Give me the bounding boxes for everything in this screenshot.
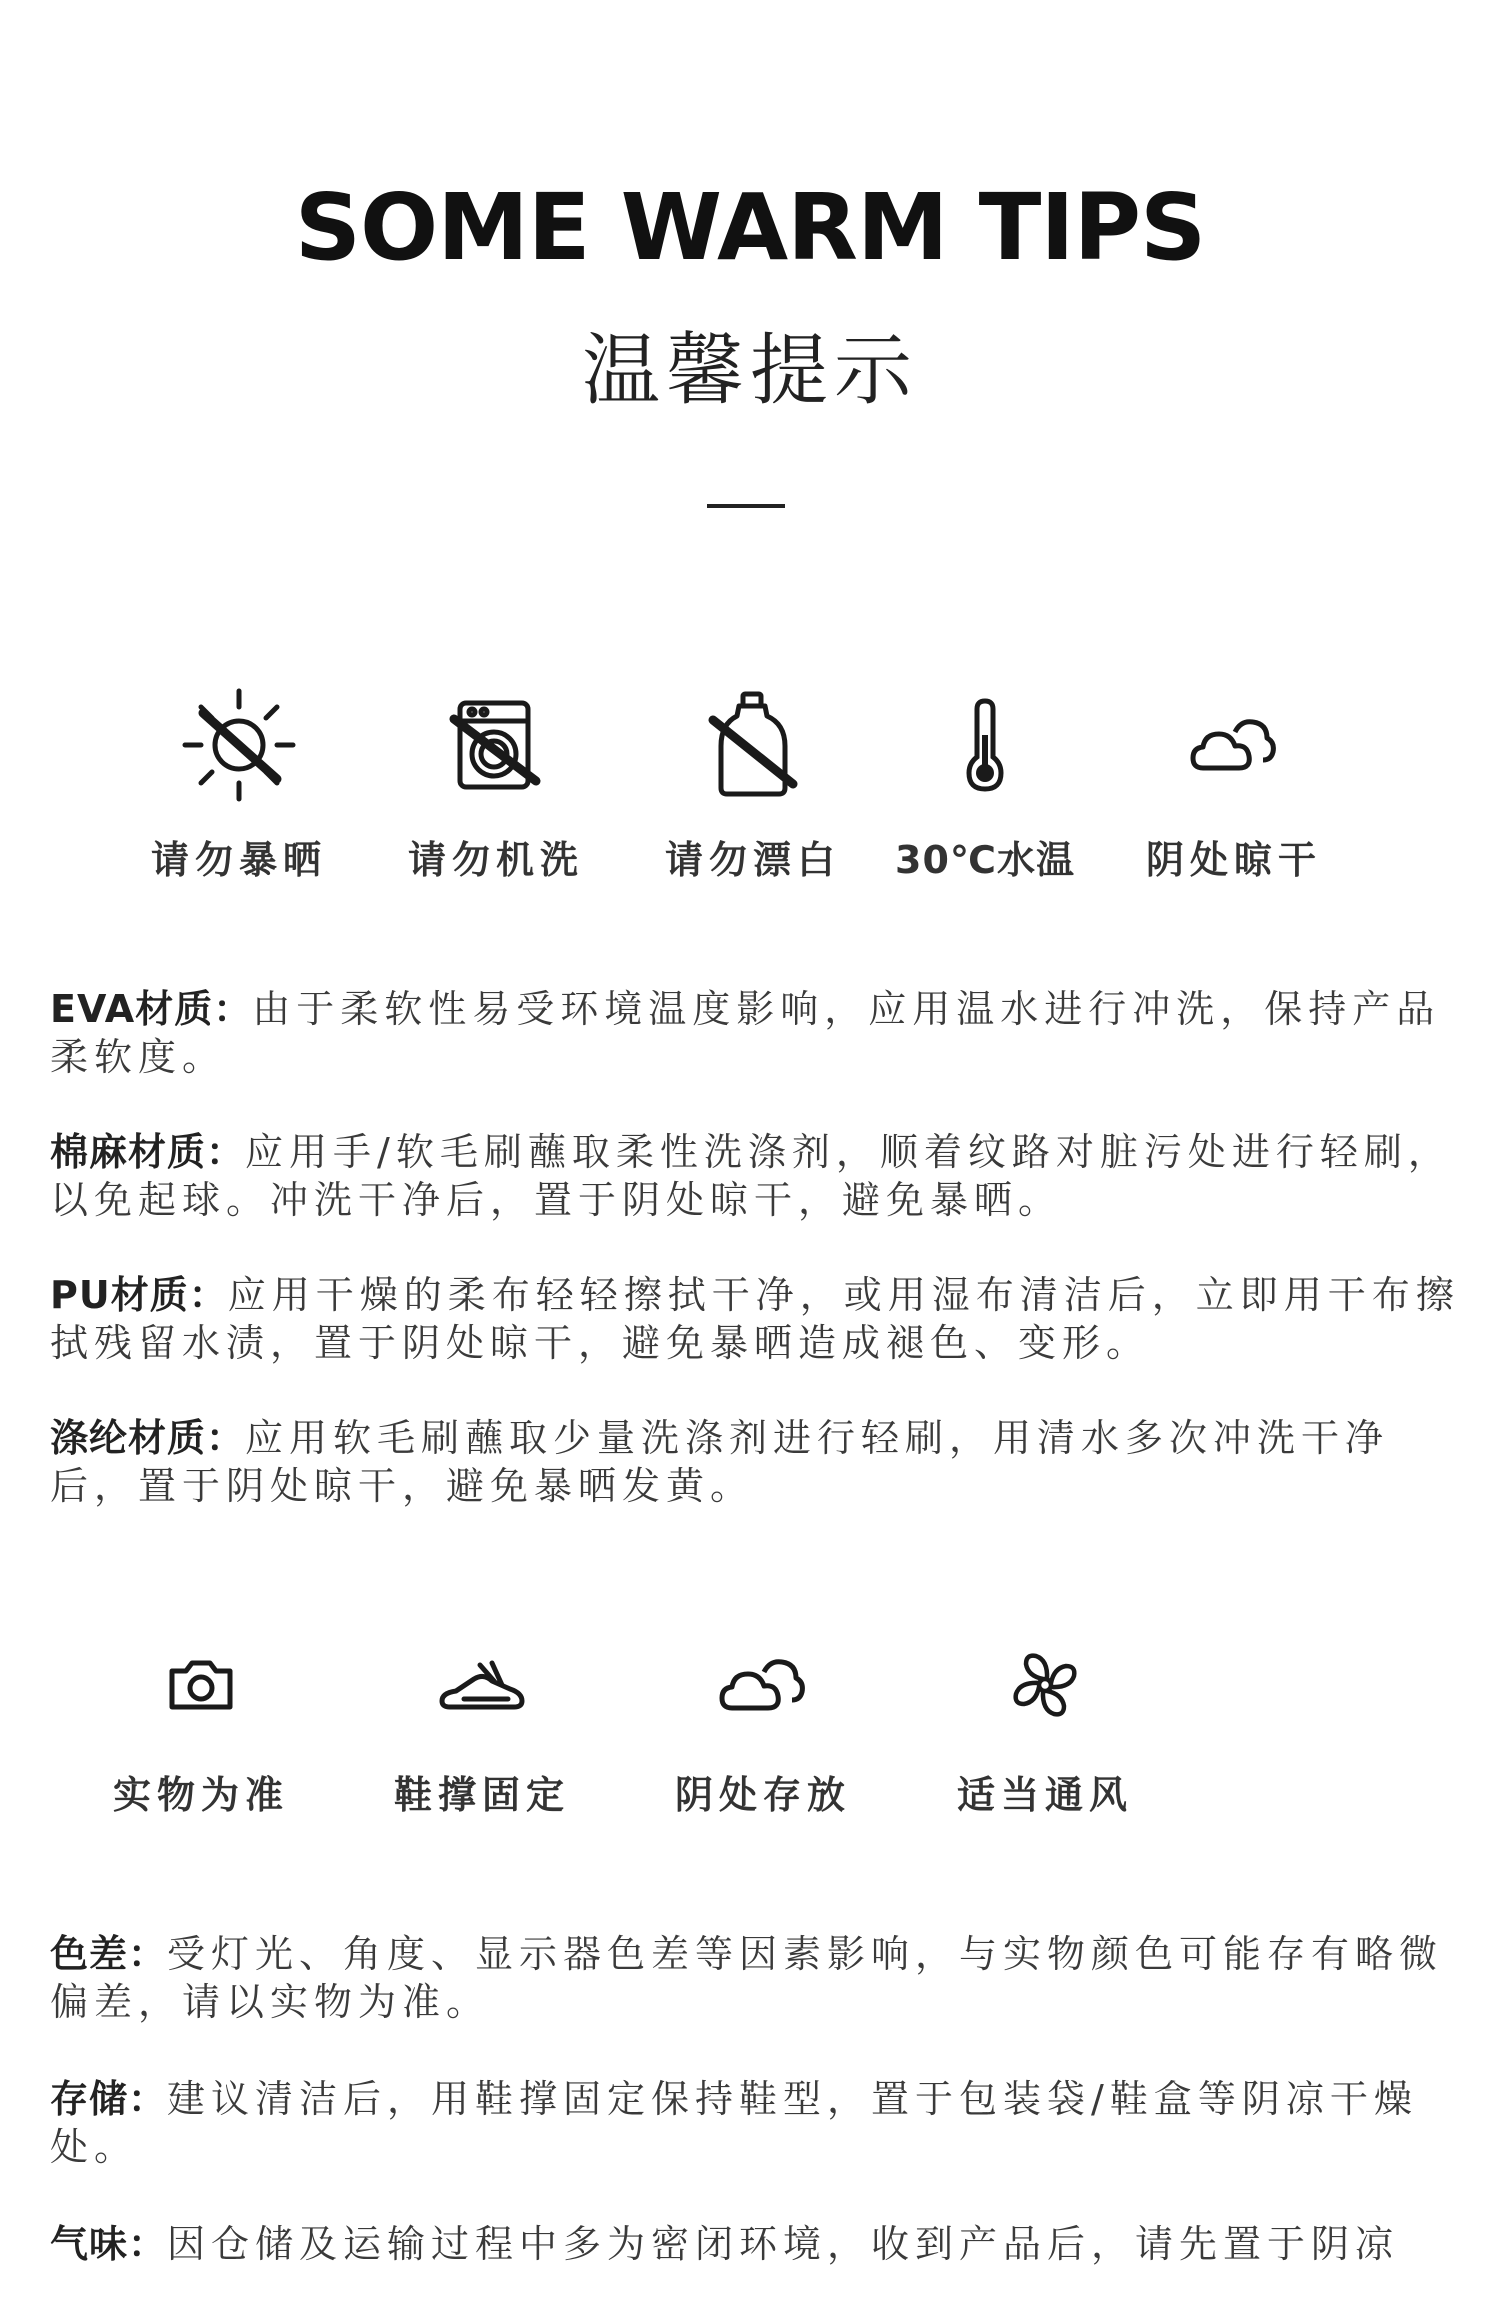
note-odor-text: 因仓储及运输过程中多为密闭环境，收到产品后，请先置于阴凉 <box>167 2222 1400 2266</box>
no-machine-wash-icon <box>446 695 546 795</box>
care-item-water-temp <box>865 685 1105 882</box>
care-label-no-machine-wash: 请勿机洗 <box>407 838 584 882</box>
material-polyester-lead: 涤纶材质： <box>50 1416 246 1460</box>
material-eva-lead: EVA材质： <box>50 987 253 1031</box>
title-divider <box>707 504 785 508</box>
no-bleach-icon <box>703 690 803 800</box>
note-color-difference <box>50 1930 1460 2026</box>
care-label-shade-dry: 阴处晾干 <box>1145 838 1322 882</box>
material-pu <box>50 1271 1460 1367</box>
material-cotton-linen-lead: 棉麻材质： <box>50 1130 246 1174</box>
note-color-difference-lead: 色差： <box>50 1932 168 1976</box>
no-sun-icon <box>179 685 299 805</box>
material-cotton-linen <box>50 1128 1460 1224</box>
note-storage-lead: 存储： <box>50 2077 168 2121</box>
material-cotton-linen-text: 应用手/软毛刷蘸取柔性洗涤剂，顺着纹路对脏污处进行轻刷，以免起球。冲洗干净后，置于阴处晾干，避免暴晒。 <box>50 1130 1452 1222</box>
fan-icon <box>1010 1650 1080 1720</box>
care-item-no-machine-wash <box>376 685 616 882</box>
title-english: SOME WARM TIPS <box>294 174 1206 281</box>
shoe-tree-icon <box>434 1655 530 1715</box>
thermometer-icon <box>955 695 1015 795</box>
storage-label-shoe-tree: 鞋撑固定 <box>393 1773 570 1817</box>
care-label-water-temp: 30℃水温 <box>895 838 1075 882</box>
storage-item-shade-store <box>643 1640 883 1817</box>
cloud-icon <box>1189 710 1279 780</box>
material-pu-text: 应用干燥的柔布轻轻擦拭干净，或用湿布清洁后，立即用干布擦拭残留水渍，置于阴处晾干，避免暴晒造成褪色、变形。 <box>50 1273 1460 1365</box>
note-color-difference-text: 受灯光、角度、显示器色差等因素影响，与实物颜色可能存有略微偏差，请以实物为准。 <box>50 1932 1444 2024</box>
note-odor <box>50 2220 1460 2268</box>
cloud-icon <box>718 1650 808 1720</box>
material-polyester-text: 应用软毛刷蘸取少量洗涤剂进行轻刷，用清水多次冲洗干净后，置于阴处晾干，避免暴晒发黄。 <box>50 1416 1390 1508</box>
care-label-no-bleach: 请勿漂白 <box>664 838 841 882</box>
title-chinese: 温馨提示 <box>581 326 918 416</box>
storage-label-ventilation: 适当通风 <box>956 1773 1133 1817</box>
note-storage-text: 建议清洁后，用鞋撑固定保持鞋型，置于包装袋/鞋盒等阴凉干燥处。 <box>50 2077 1418 2169</box>
care-item-no-bleach <box>633 685 873 882</box>
care-item-no-sun <box>119 685 359 882</box>
material-polyester <box>50 1414 1460 1510</box>
care-label-no-sun: 请勿暴晒 <box>150 838 327 882</box>
care-item-shade-dry <box>1114 685 1354 882</box>
material-eva <box>50 985 1460 1081</box>
storage-label-actual-product: 实物为准 <box>112 1773 289 1817</box>
storage-item-actual-product <box>81 1640 321 1817</box>
note-storage <box>50 2075 1460 2171</box>
camera-icon <box>166 1657 236 1713</box>
storage-label-shade-store: 阴处存放 <box>674 1773 851 1817</box>
storage-item-ventilation <box>925 1640 1165 1817</box>
material-eva-text: 由于柔软性易受环境温度影响，应用温水进行冲洗，保持产品柔软度。 <box>50 987 1441 1079</box>
note-odor-lead: 气味： <box>50 2222 168 2266</box>
material-pu-lead: PU材质： <box>50 1273 228 1317</box>
storage-item-shoe-tree <box>362 1640 602 1817</box>
